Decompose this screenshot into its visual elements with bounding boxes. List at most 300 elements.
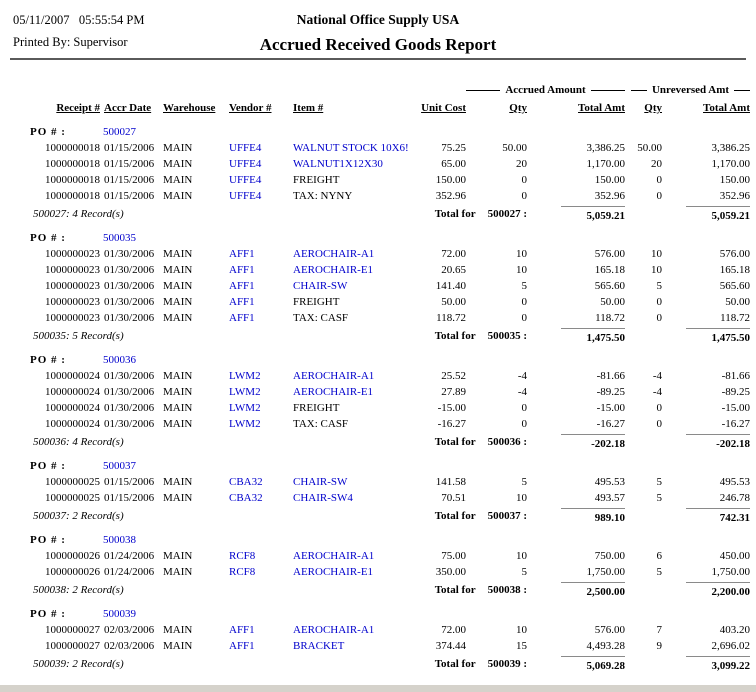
unit-cost: 352.96 [435,190,466,202]
total-for-po: 500036 : [487,436,527,448]
warehouse: MAIN [163,158,193,170]
receipt-number: 1000000024 [45,418,100,430]
vendor-link[interactable]: CBA32 [229,492,263,504]
unit-cost: 72.00 [441,624,466,636]
item-link[interactable]: CHAIR-SW [293,476,348,488]
accrued-qty: 5 [521,476,527,488]
receipt-number: 1000000024 [45,370,100,382]
receipt-row [30,262,750,278]
receipt-number: 1000000024 [45,402,100,414]
accrued-total: 576.00 [594,624,625,636]
vendor-link[interactable]: UFFE4 [229,142,262,154]
unreversed-qty: 6 [656,550,662,562]
accrued-group-total [527,508,625,524]
receipt-row [30,416,750,432]
receipt-row [30,638,750,654]
unreversed-total: 495.53 [719,476,750,488]
po-label: PO # : [30,608,66,620]
unreversed-total: 576.00 [719,248,750,260]
col-accr-date: Accr Date [104,102,152,114]
receipt-row [30,548,750,564]
po-header-row [30,532,750,548]
report-header [0,0,756,58]
receipt-number: 1000000023 [45,248,100,260]
unreversed-qty: 0 [656,296,662,308]
total-for [416,582,527,598]
accrued-group-total [527,206,625,222]
unreversed-total: 50.00 [725,296,750,308]
accr-date: 01/15/2006 [104,492,155,504]
warehouse: MAIN [163,142,193,154]
total-for-po: 500027 : [487,208,527,220]
accrued-total: 4,493.28 [586,640,625,652]
accrued-group-total [527,434,625,450]
po-label: PO # : [30,354,66,366]
accrued-qty: 10 [516,264,527,276]
unreversed-qty: 7 [656,624,662,636]
unreversed-group-total-value: 3,099.22 [686,656,750,674]
accrued-qty: 5 [521,566,527,578]
record-count: 500027: 4 Record(s) [33,208,124,220]
vendor-link[interactable]: LWM2 [229,370,261,382]
warehouse: MAIN [163,402,193,414]
col-accrued-qty: Qty [509,102,527,114]
accrued-total: 565.60 [594,280,625,292]
accrued-qty: 10 [516,550,527,562]
unreversed-group-total [662,434,750,450]
po-number-link[interactable]: 500027 [103,126,136,138]
po-label: PO # : [30,534,66,546]
unreversed-total: 3,386.25 [711,142,750,154]
po-groups [30,124,750,672]
accrued-total: 1,750.00 [586,566,625,578]
po-group [30,124,750,222]
receipt-row [30,564,750,580]
po-summary-row [30,582,750,598]
receipt-row [30,140,750,156]
vendor-link[interactable]: CBA32 [229,476,263,488]
receipt-number: 1000000023 [45,296,100,308]
company-name: National Office Supply USA [296,12,460,27]
unreversed-group-total-value: 742.31 [686,508,750,526]
receipt-number: 1000000018 [45,142,100,154]
receipt-row [30,156,750,172]
vendor-link[interactable]: AFF1 [229,280,255,292]
accrued-amount-band: Accrued Amount [466,82,625,98]
unit-cost: 70.51 [441,492,466,504]
accr-date: 01/30/2006 [104,418,155,430]
warehouse: MAIN [163,386,193,398]
record-count: 500035: 5 Record(s) [33,330,124,342]
report-title: Accrued Received Goods Report [259,35,497,54]
unreversed-group-total [662,508,750,524]
col-receipt: Receipt # [56,102,100,114]
item-label: TAX: CASF [293,312,349,324]
accr-date: 02/03/2006 [104,624,155,636]
warehouse: MAIN [163,280,193,292]
receipt-row [30,368,750,384]
receipt-number: 1000000023 [45,280,100,292]
unreversed-qty: 20 [651,158,662,170]
item-link[interactable]: AEROCHAIR-A1 [293,370,375,382]
unit-cost: 141.40 [435,280,466,292]
warehouse: MAIN [163,550,193,562]
accrued-group-total-value: 1,475.50 [561,328,625,346]
col-unreversed-qty: Qty [644,102,662,114]
accrued-total: 3,386.25 [586,142,625,154]
unit-cost: 141.58 [435,476,466,488]
unreversed-total: 565.60 [719,280,750,292]
unreversed-qty: -4 [652,386,662,398]
receipt-number: 1000000027 [45,640,100,652]
accrued-group-total-value: 5,069.28 [561,656,625,674]
item-link[interactable]: AEROCHAIR-E1 [293,264,374,276]
unreversed-group-total-value: 5,059.21 [686,206,750,224]
warehouse: MAIN [163,624,193,636]
po-group [30,230,750,344]
po-summary-row [30,328,750,344]
warehouse: MAIN [163,312,193,324]
item-link[interactable]: AEROCHAIR-E1 [293,566,374,578]
total-for [416,508,527,524]
total-for-po: 500039 : [487,658,527,670]
receipt-row [30,172,750,188]
receipt-row [30,278,750,294]
warehouse: MAIN [163,248,193,260]
receipt-number: 1000000023 [45,264,100,276]
unit-cost: 20.65 [441,264,466,276]
vendor-link[interactable]: AFF1 [229,312,255,324]
col-item: Item # [293,102,324,114]
total-for-po: 500037 : [487,510,527,522]
accrued-qty: 10 [516,492,527,504]
item-label: FREIGHT [293,174,340,186]
printed-by: Printed By: Supervisor [13,35,128,49]
total-for-label: Total for [434,436,476,448]
receipt-row [30,490,750,506]
accrued-total: 750.00 [594,550,625,562]
unreversed-total: 150.00 [719,174,750,186]
warehouse: MAIN [163,492,193,504]
accrued-total: 150.00 [594,174,625,186]
accrued-qty: 0 [521,312,527,324]
vendor-link[interactable]: AFF1 [229,624,255,636]
receipt-number: 1000000023 [45,312,100,324]
unit-cost: 75.25 [441,142,466,154]
accrued-total: -16.27 [596,418,625,430]
accrued-group-total [527,582,625,598]
col-warehouse: Warehouse [163,102,216,114]
item-link[interactable]: WALNUT STOCK 10X6! [293,142,409,154]
accrued-total: 118.72 [595,312,625,324]
item-link[interactable]: AEROCHAIR-E1 [293,386,374,398]
unit-cost: 75.00 [441,550,466,562]
total-for [416,328,527,344]
unit-cost: 118.72 [436,312,466,324]
record-count: 500038: 2 Record(s) [33,584,124,596]
unreversed-qty: 50.00 [637,142,662,154]
amount-band-row [30,82,750,98]
accrued-group-total-value: 2,500.00 [561,582,625,600]
accrued-total: 576.00 [594,248,625,260]
receipt-row [30,188,750,204]
unreversed-qty: 0 [656,190,662,202]
receipt-row [30,400,750,416]
total-for [416,206,527,222]
unreversed-total: 246.78 [719,492,750,504]
warehouse: MAIN [163,640,193,652]
report-body [30,60,750,678]
col-unreversed-total: Total Amt [703,102,750,114]
item-link[interactable]: AEROCHAIR-A1 [293,624,375,636]
vendor-link[interactable]: AFF1 [229,264,255,276]
unreversed-qty: -4 [652,370,662,382]
accrued-qty: 0 [521,296,527,308]
unreversed-total: -89.25 [721,386,750,398]
po-group [30,532,750,598]
unreversed-total: -16.27 [721,418,750,430]
receipt-row [30,474,750,490]
accr-date: 01/15/2006 [104,158,155,170]
unreversed-total: 352.96 [719,190,750,202]
accrued-group-total-value: 5,059.21 [561,206,625,224]
vendor-link[interactable]: LWM2 [229,402,261,414]
total-for-label: Total for [434,330,476,342]
warehouse: MAIN [163,296,193,308]
total-for-label: Total for [434,658,476,670]
receipt-number: 1000000027 [45,624,100,636]
receipt-number: 1000000025 [45,492,100,504]
receipt-row [30,622,750,638]
total-for-po: 500038 : [487,584,527,596]
receipt-number: 1000000024 [45,386,100,398]
unit-cost: 27.89 [441,386,466,398]
unreversed-qty: 0 [656,402,662,414]
po-summary-row [30,206,750,222]
receipt-row [30,294,750,310]
vendor-link[interactable]: UFFE4 [229,158,262,170]
unreversed-group-total [662,656,750,672]
record-count: 500039: 2 Record(s) [33,658,124,670]
accrued-qty: 0 [521,174,527,186]
po-summary-row [30,434,750,450]
accrued-qty: 10 [516,624,527,636]
po-number-link[interactable]: 500038 [103,534,136,546]
unit-cost: 72.00 [441,248,466,260]
accr-date: 01/15/2006 [104,142,155,154]
item-label: FREIGHT [293,402,340,414]
po-header-row [30,124,750,140]
item-label: TAX: CASF [293,418,349,430]
po-group [30,606,750,672]
total-for-label: Total for [434,510,476,522]
accr-date: 01/30/2006 [104,248,155,260]
vendor-link[interactable]: RCF8 [229,550,256,562]
po-summary-row [30,656,750,672]
accrued-group-total [527,656,625,672]
unreversed-group-total [662,206,750,222]
accr-date: 01/15/2006 [104,174,155,186]
receipt-number: 1000000026 [45,550,100,562]
unit-cost: 374.44 [435,640,466,652]
vendor-link[interactable]: UFFE4 [229,174,262,186]
col-vendor: Vendor # [229,102,272,114]
unreversed-group-total-value: -202.18 [686,434,750,452]
unreversed-qty: 10 [651,264,662,276]
unreversed-qty: 0 [656,418,662,430]
accrued-total: -15.00 [596,402,625,414]
po-header-row [30,230,750,246]
vendor-link[interactable]: AFF1 [229,248,255,260]
unit-cost: -16.27 [437,418,466,430]
accrued-total: -89.25 [596,386,625,398]
accr-date: 01/30/2006 [104,312,155,324]
receipt-row [30,246,750,262]
unit-cost: -15.00 [437,402,466,414]
po-number-link[interactable]: 500039 [103,608,136,620]
po-label: PO # : [30,232,66,244]
accrued-total: 493.57 [594,492,625,504]
po-header-row [30,352,750,368]
unreversed-total: 403.20 [719,624,750,636]
record-count: 500037: 2 Record(s) [33,510,124,522]
unit-cost: 150.00 [435,174,466,186]
unreversed-qty: 0 [656,312,662,324]
warehouse: MAIN [163,370,193,382]
warehouse: MAIN [163,174,193,186]
accrued-qty: -4 [517,386,527,398]
unreversed-qty: 10 [651,248,662,260]
accrued-qty: 5 [521,280,527,292]
accr-date: 01/24/2006 [104,566,155,578]
window-bottom-edge [0,685,756,692]
accrued-qty: 0 [521,190,527,202]
receipt-number: 1000000018 [45,158,100,170]
receipt-row [30,384,750,400]
unreversed-total: 2,696.02 [711,640,750,652]
item-link[interactable]: WALNUT1X12X30 [293,158,383,170]
warehouse: MAIN [163,190,193,202]
accrued-qty: 10 [516,248,527,260]
warehouse: MAIN [163,264,193,276]
item-link[interactable]: CHAIR-SW4 [293,492,353,504]
accrued-qty: 0 [521,402,527,414]
unreversed-total: 118.72 [720,312,750,324]
accrued-qty: 20 [516,158,527,170]
unreversed-total: 165.18 [719,264,750,276]
accrued-qty: 0 [521,418,527,430]
receipt-row [30,310,750,326]
accr-date: 01/30/2006 [104,280,155,292]
unreversed-qty: 5 [656,476,662,488]
col-accrued-total: Total Amt [578,102,625,114]
unreversed-total: 1,170.00 [711,158,750,170]
accrued-qty: 50.00 [502,142,527,154]
unreversed-total: 450.00 [719,550,750,562]
accrued-qty: 15 [516,640,527,652]
unit-cost: 350.00 [435,566,466,578]
accr-date: 01/15/2006 [104,190,155,202]
po-number-link[interactable]: 500037 [103,460,136,472]
unreversed-total: 1,750.00 [711,566,750,578]
accrued-total: 352.96 [594,190,625,202]
accrued-group-total-value: -202.18 [561,434,625,452]
vendor-link[interactable]: AFF1 [229,296,255,308]
accr-date: 01/30/2006 [104,370,155,382]
accrued-group-total [527,328,625,344]
receipt-number: 1000000025 [45,476,100,488]
unreversed-group-total-value: 2,200.00 [686,582,750,600]
vendor-link[interactable]: LWM2 [229,386,261,398]
unreversed-qty: 5 [656,566,662,578]
unreversed-group-total-value: 1,475.50 [686,328,750,346]
po-header-row [30,606,750,622]
accr-date: 01/15/2006 [104,476,155,488]
po-number-link[interactable]: 500036 [103,354,136,366]
col-unit-cost: Unit Cost [421,102,466,114]
warehouse: MAIN [163,418,193,430]
item-link[interactable]: CHAIR-SW [293,280,348,292]
accrued-total: 495.53 [594,476,625,488]
po-group [30,458,750,524]
po-summary-row [30,508,750,524]
vendor-link[interactable]: AFF1 [229,640,255,652]
vendor-link[interactable]: UFFE4 [229,190,262,202]
vendor-link[interactable]: LWM2 [229,418,261,430]
unit-cost: 65.00 [441,158,466,170]
unreversed-qty: 5 [656,280,662,292]
accrued-total: -81.66 [596,370,625,382]
unreversed-qty: 5 [656,492,662,504]
po-header-row [30,458,750,474]
accr-date: 01/30/2006 [104,386,155,398]
total-for-label: Total for [434,584,476,596]
item-link[interactable]: AEROCHAIR-A1 [293,550,375,562]
accrued-qty: -4 [517,370,527,382]
accrued-total: 50.00 [600,296,625,308]
total-for-label: Total for [434,208,476,220]
print-datetime: 05/11/2007 05:55:54 PM [13,13,145,27]
receipt-number: 1000000026 [45,566,100,578]
unit-cost: 50.00 [441,296,466,308]
receipt-number: 1000000018 [45,190,100,202]
record-count: 500036: 4 Record(s) [33,436,124,448]
accr-date: 02/03/2006 [104,640,155,652]
warehouse: MAIN [163,476,193,488]
receipt-number: 1000000018 [45,174,100,186]
vendor-link[interactable]: RCF8 [229,566,256,578]
accrued-total: 1,170.00 [586,158,625,170]
item-label: FREIGHT [293,296,340,308]
total-for [416,434,527,450]
item-label: TAX: NYNY [293,190,353,202]
total-for-po: 500035 : [487,330,527,342]
unreversed-group-total [662,328,750,344]
accr-date: 01/24/2006 [104,550,155,562]
accrued-group-total-value: 989.10 [561,508,625,526]
po-group [30,352,750,450]
accr-date: 01/30/2006 [104,264,155,276]
unreversed-total: -15.00 [721,402,750,414]
unreversed-amount-band: Unreversed Amt [625,82,750,98]
po-label: PO # : [30,460,66,472]
accr-date: 01/30/2006 [104,402,155,414]
item-link[interactable]: BRACKET [293,640,345,652]
accr-date: 01/30/2006 [104,296,155,308]
po-number-link[interactable]: 500035 [103,232,136,244]
item-link[interactable]: AEROCHAIR-A1 [293,248,375,260]
warehouse: MAIN [163,566,193,578]
